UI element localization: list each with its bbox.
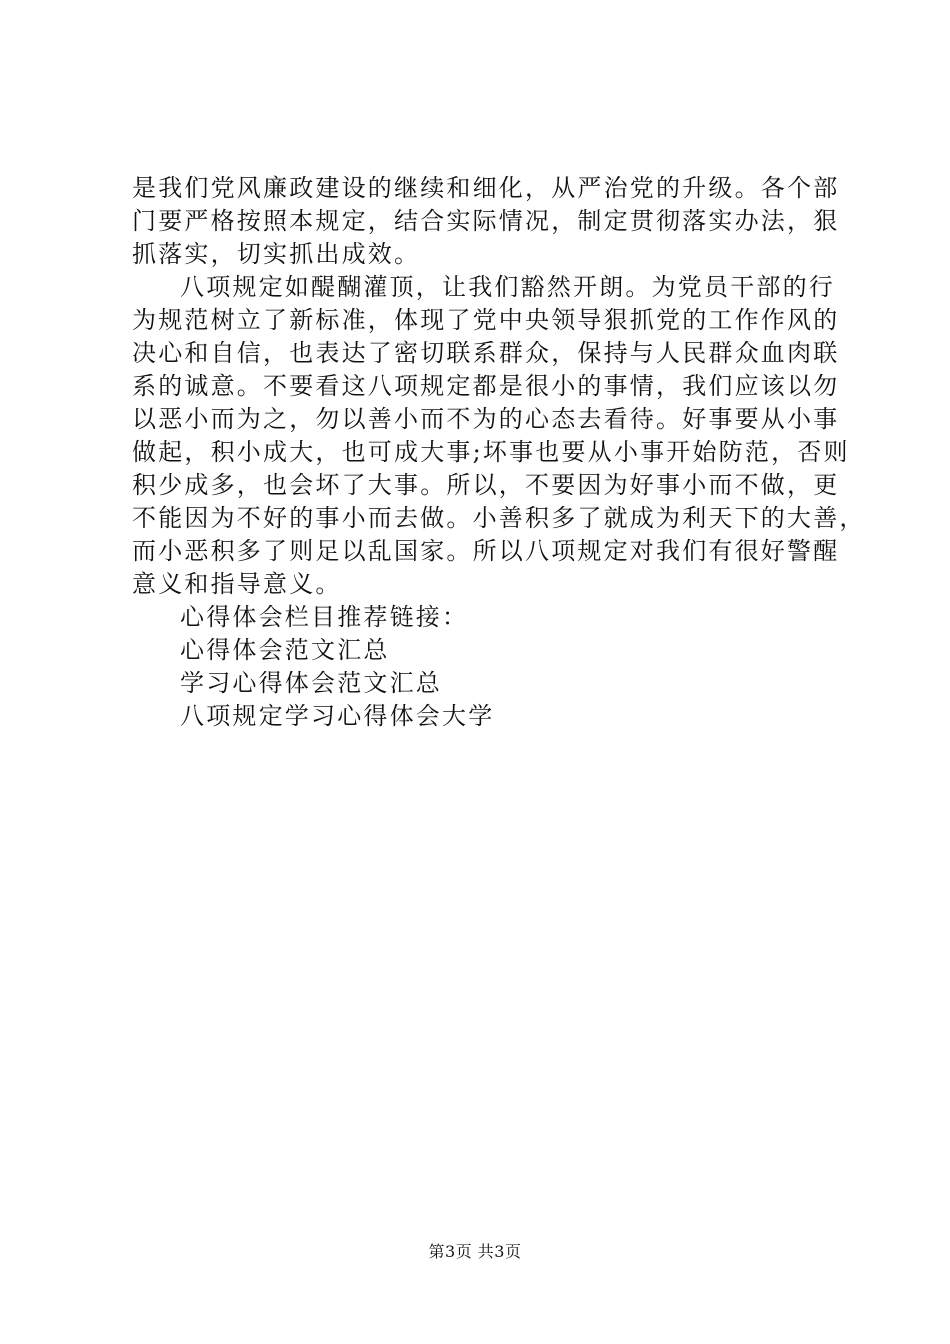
text-line: 积少成多，也会坏了大事。所以，不要因为好事小而不做，更	[132, 471, 840, 499]
text-line: 意义和指导意义。	[132, 570, 342, 598]
text-line: 而小恶积多了则足以乱国家。所以八项规定对我们有很好警醒	[132, 537, 840, 565]
recommended-link-study-essay-collection[interactable]: 学习心得体会范文汇总	[180, 669, 442, 697]
text-line: 为规范树立了新标准，体现了党中央领导狠抓党的工作作风的	[132, 306, 840, 334]
text-line: 以恶小而为之，勿以善小而不为的心态去看待。好事要从小事	[132, 405, 840, 433]
text-line: 系的诚意。不要看这八项规定都是很小的事情，我们应该以勿	[132, 372, 840, 400]
text-line: 做起，积小成大，也可成大事;坏事也要从小事开始防范，否则	[132, 438, 850, 466]
paragraph-1	[132, 172, 840, 271]
recommended-links-heading: 心得体会栏目推荐链接：	[180, 603, 469, 631]
recommended-link-essay-collection[interactable]: 心得体会范文汇总	[180, 636, 390, 664]
recommended-link-eight-rules-university[interactable]: 八项规定学习心得体会大学	[180, 702, 495, 730]
text-line: 是我们党风廉政建设的继续和细化，从严治党的升级。各个部	[132, 174, 840, 202]
text-line: 八项规定如醍醐灌顶，让我们豁然开朗。为党员干部的行	[180, 273, 835, 301]
text-line: 抓落实，切实抓出成效。	[132, 240, 421, 268]
document-body	[132, 172, 866, 733]
text-line: 不能因为不好的事小而去做。小善积多了就成为利天下的大善，	[132, 504, 866, 532]
text-line: 门要严格按照本规定，结合实际情况，制定贯彻落实办法，狠	[132, 207, 840, 235]
text-line: 决心和自信，也表达了密切联系群众，保持与人民群众血肉联	[132, 339, 840, 367]
page-number-footer: 第3页 共3页	[428, 1242, 522, 1261]
recommended-links-section	[132, 601, 832, 733]
paragraph-2	[132, 271, 866, 601]
